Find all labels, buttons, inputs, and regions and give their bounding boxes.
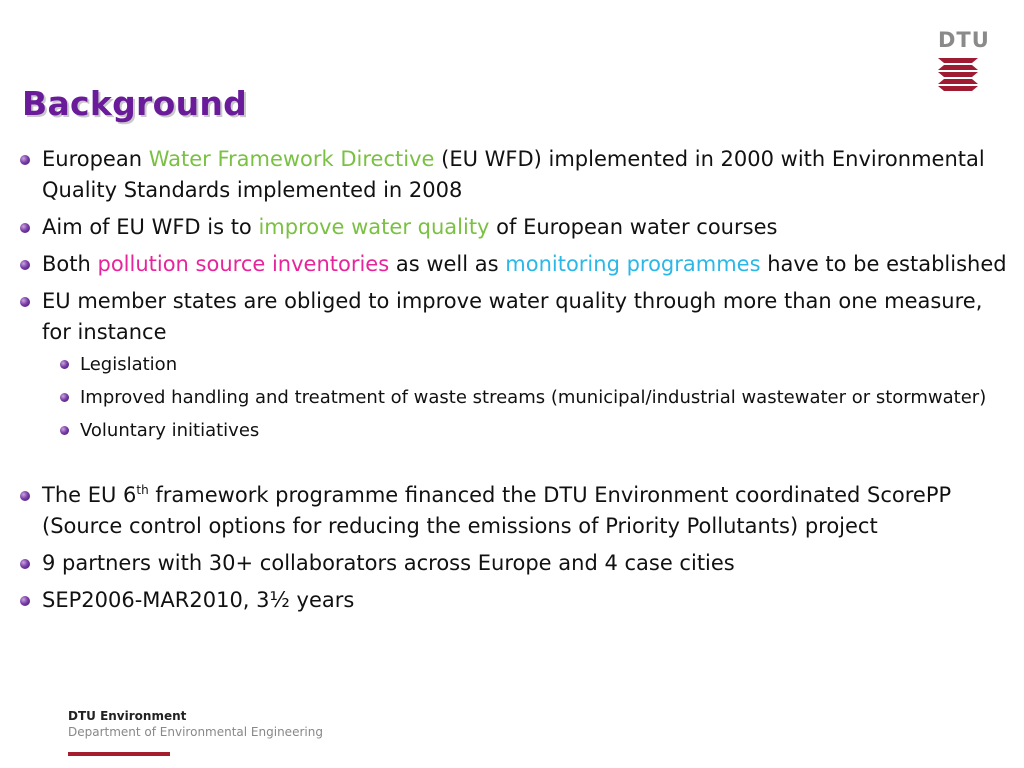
list-item xyxy=(20,585,1010,616)
bullet-text: as well as xyxy=(389,252,506,276)
highlight-text: monitoring programmes xyxy=(505,252,761,276)
bullet-icon xyxy=(20,596,30,606)
list-item xyxy=(20,144,1010,206)
bullet-text: The EU 6 xyxy=(42,483,137,507)
bullet-icon xyxy=(20,559,30,569)
bullet-text: have to be established xyxy=(760,252,1007,276)
bullet-text: EU member states are obliged to improve water quality through more than one measure, for instance xyxy=(42,289,983,344)
bullet-text: Aim of EU WFD is to xyxy=(42,215,259,239)
footer-department-name: DTU Environment xyxy=(68,709,187,723)
bullet-icon xyxy=(60,426,69,435)
bullet-icon xyxy=(20,155,30,165)
footer-accent-bar xyxy=(68,752,170,756)
sub-list-item xyxy=(60,384,1010,411)
list-item xyxy=(20,480,1010,542)
bullet-text: European xyxy=(42,147,149,171)
spacer xyxy=(20,450,1010,480)
highlight-text: Water Framework Directive xyxy=(148,147,435,171)
list-item xyxy=(20,286,1010,444)
highlight-text: improve water quality xyxy=(258,215,490,239)
dtu-logo-waves-icon xyxy=(936,57,980,91)
bullet-icon xyxy=(20,491,30,501)
dtu-logo-text: DTU xyxy=(938,28,990,52)
sub-bullet-text: Legislation xyxy=(80,354,178,375)
bullet-text: SEP2006-MAR2010, 3½ years xyxy=(42,588,355,612)
bullet-text: (EU WFD) implemented in 2000 with Environmental Quality Standards implemented in 2008 xyxy=(42,147,985,202)
bullet-icon xyxy=(20,223,30,233)
bullet-icon xyxy=(60,393,69,402)
list-item xyxy=(20,249,1010,280)
dtu-logo xyxy=(936,28,990,95)
sub-bullet-text: Improved handling and treatment of waste streams (municipal/industrial wastewater or stormwater) xyxy=(80,387,987,408)
bullet-text: framework programme financed the DTU Environment coordinated ScorePP (Source control options for reducing the emissions of Priority Pollutants) project xyxy=(42,483,952,538)
slide-title: Background xyxy=(22,84,248,123)
sub-bullet-text: Voluntary initiatives xyxy=(80,420,260,441)
list-item xyxy=(20,212,1010,243)
bullet-text: 9 partners with 30+ collaborators across Europe and 4 case cities xyxy=(42,551,735,575)
sub-list-item xyxy=(60,351,1010,378)
sub-list-item xyxy=(60,417,1010,444)
footer xyxy=(68,708,323,756)
bullet-content xyxy=(20,144,1010,622)
footer-department-full: Department of Environmental Engineering xyxy=(68,725,323,739)
bullet-icon xyxy=(20,260,30,270)
bullet-text: of European water courses xyxy=(489,215,778,239)
bullet-list-2 xyxy=(20,480,1010,616)
list-item xyxy=(20,548,1010,579)
superscript-text: th xyxy=(136,483,149,497)
sub-bullet-list xyxy=(60,351,1010,444)
bullet-list xyxy=(20,144,1010,444)
bullet-icon xyxy=(60,360,69,369)
bullet-icon xyxy=(20,297,30,307)
highlight-text: pollution source inventories xyxy=(97,252,390,276)
bullet-text: Both xyxy=(42,252,98,276)
